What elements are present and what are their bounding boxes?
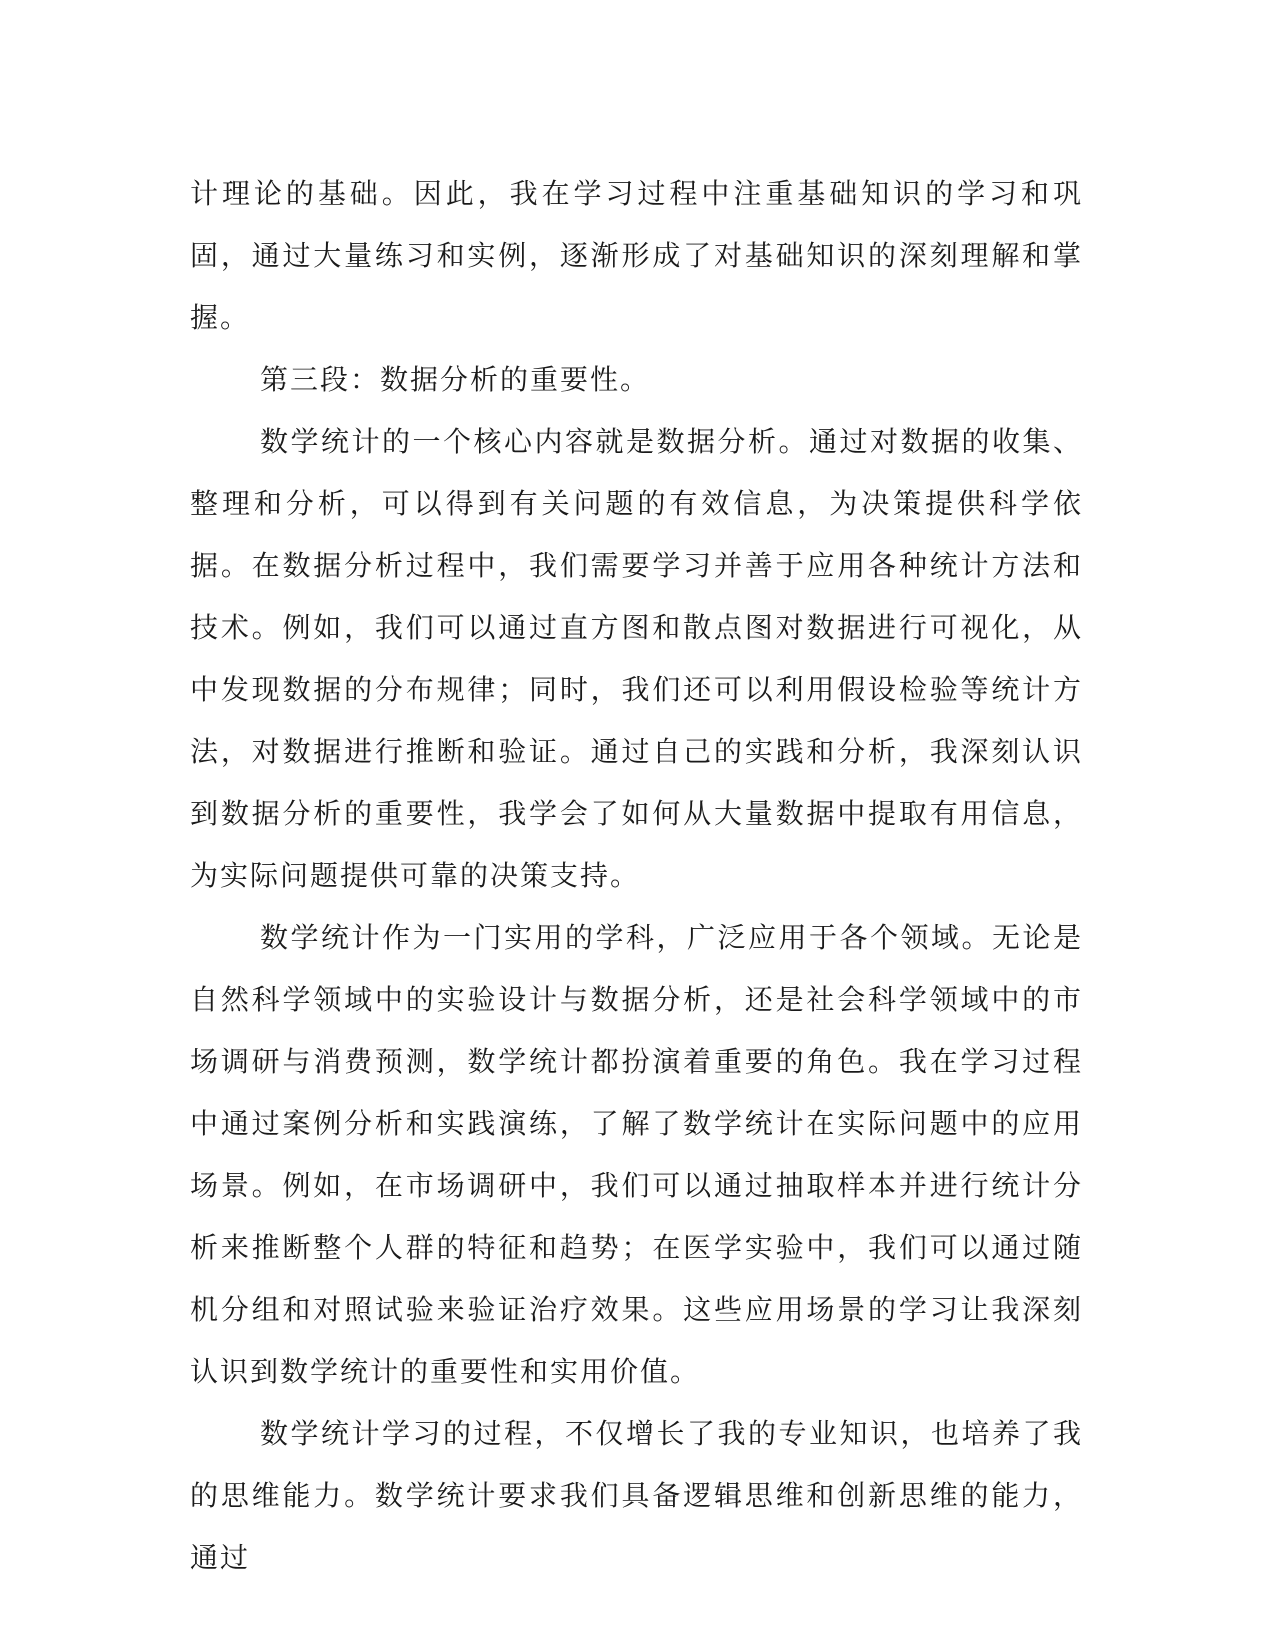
section-heading: 第三段：数据分析的重要性。 <box>260 363 651 396</box>
paragraph-data-analysis: 数学统计的一个核心内容就是数据分析。通过对数据的收集、整理和分析，可以得到有关问题的有效信息，为决策提供科学依据。在数据分析过程中，我们需要学习并善于应用各种统计方法和技术。例如，我们可以通过直方图和散点图对数据进行可视化，从中发现数据的分布规律；同时，我们还可以利用假设检验等统计方法，对数据进行推断和验证。通过自己的实践和分析，我深刻认识到数据分析的重要性，我学会了如何从大量数据中提取有用信息，为实际问题提供可靠的决策支持。 <box>190 425 1083 892</box>
document-body <box>190 163 1083 1589</box>
paragraph-applications: 数学统计作为一门实用的学科，广泛应用于各个领域。无论是自然科学领域中的实验设计与数据分析，还是社会科学领域中的市场调研与消费预测，数学统计都扮演着重要的角色。我在学习过程中通过案例分析和实践演练，了解了数学统计在实际问题中的应用场景。例如，在市场调研中，我们可以通过抽取样本并进行统计分析来推断整个人群的特征和趋势；在医学实验中，我们可以通过随机分组和对照试验来验证治疗效果。这些应用场景的学习让我深刻认识到数学统计的重要性和实用价值。 <box>190 921 1083 1388</box>
paragraph-continuation: 计理论的基础。因此，我在学习过程中注重基础知识的学习和巩固，通过大量练习和实例，逐渐形成了对基础知识的深刻理解和掌握。 <box>190 177 1083 334</box>
paragraph-thinking-ability: 数学统计学习的过程，不仅增长了我的专业知识，也培养了我的思维能力。数学统计要求我们具备逻辑思维和创新思维的能力，通过 <box>190 1417 1083 1574</box>
